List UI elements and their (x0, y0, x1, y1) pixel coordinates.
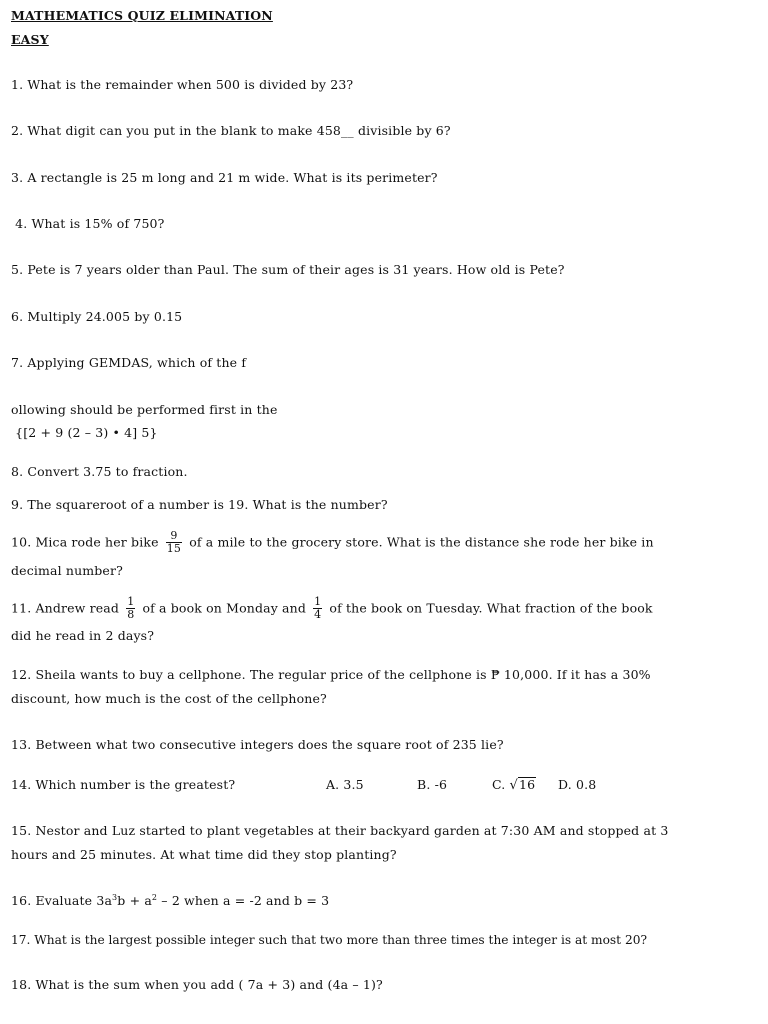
question-10-line-1 (11, 531, 654, 555)
question-11-line-2: did he read in 2 days? (11, 628, 155, 643)
radical-sign: √ (509, 777, 518, 793)
fraction-numerator: 1 (127, 595, 135, 608)
radicand: 16 (518, 777, 536, 792)
fraction-numerator: 9 (170, 529, 178, 542)
question-9: 9. The squareroot of a number is 19. What is the number? (11, 497, 388, 512)
question-18: 18. What is the sum when you add ( 7a + 3) and (4a – 1)? (11, 977, 383, 992)
question-10-line-2: decimal number? (11, 563, 123, 578)
question-11-text-before: 11. Andrew read (11, 600, 120, 616)
fraction-denominator: 4 (314, 607, 322, 621)
question-7-line-2: ollowing should be performed first in the (11, 402, 278, 417)
question-15-line-2: hours and 25 minutes. At what time did they stop planting? (11, 847, 397, 862)
page-title: MATHEMATICS QUIZ ELIMINATION (11, 8, 273, 23)
question-15-line-1: 15. Nestor and Luz started to plant vegetables at their backyard garden at 7:30 AM and stopped at 3 (11, 823, 669, 838)
exponent-2: 2 (151, 893, 158, 902)
option-a: A. 3.5 (326, 777, 364, 792)
question-8: 8. Convert 3.75 to fraction. (11, 464, 188, 479)
fraction-one-eighth (126, 596, 135, 620)
exponent-3: 3 (112, 893, 118, 902)
fraction-one-fourth (313, 596, 322, 620)
question-12-line-1: 12. Sheila wants to buy a cellphone. The regular price of the cellphone is ₱ 10,000. If it has a 30% (11, 667, 651, 682)
question-10-text-after: of a mile to the grocery store. What is the distance she rode her bike in (189, 534, 654, 550)
question-7-line-1: 7. Applying GEMDAS, which of the f (11, 355, 247, 370)
question-16-part-1: 16. Evaluate 3a (11, 893, 113, 908)
question-2: 2. What digit can you put in the blank to make 458__ divisible by 6? (11, 123, 451, 138)
fraction-nine-fifteenths (166, 530, 182, 554)
question-14 (11, 776, 597, 793)
question-6: 6. Multiply 24.005 by 0.15 (11, 309, 183, 324)
option-c (492, 777, 536, 792)
question-7-expression: {[2 + 9 (2 – 3) • 4] 5} (11, 425, 158, 440)
question-11-text-after: of the book on Tuesday. What fraction of the book (329, 600, 653, 616)
question-4: 4. What is 15% of 750? (11, 216, 165, 231)
question-17: 17. What is the largest possible integer such that two more than three times the integer is at most 20? (11, 933, 647, 947)
question-11-line-1 (11, 597, 653, 621)
option-d: D. 0.8 (558, 777, 597, 792)
question-12-line-2: discount, how much is the cost of the cellphone? (11, 691, 327, 706)
question-13: 13. Between what two consecutive integers does the square root of 235 lie? (11, 737, 504, 752)
difficulty-heading: EASY (11, 32, 49, 47)
question-11-text-mid: of a book on Monday and (142, 600, 306, 616)
question-14-text: 14. Which number is the greatest? (11, 777, 236, 792)
question-5: 5. Pete is 7 years older than Paul. The sum of their ages is 31 years. How old is Pete? (11, 262, 565, 277)
option-b: B. -6 (417, 777, 448, 792)
question-1: 1. What is the remainder when 500 is divided by 23? (11, 77, 354, 92)
question-16 (11, 895, 329, 908)
option-c-label: C. (492, 776, 506, 792)
question-16-part-3: – 2 when a = -2 and b = 3 (157, 893, 330, 908)
fraction-denominator: 15 (166, 541, 182, 555)
question-16-part-2: b + a (117, 893, 152, 908)
square-root-sixteen (510, 777, 537, 792)
question-10-text-before: 10. Mica rode her bike (11, 534, 159, 550)
fraction-numerator: 1 (314, 595, 322, 608)
fraction-denominator: 8 (127, 607, 135, 621)
question-3: 3. A rectangle is 25 m long and 21 m wide. What is its perimeter? (11, 170, 438, 185)
